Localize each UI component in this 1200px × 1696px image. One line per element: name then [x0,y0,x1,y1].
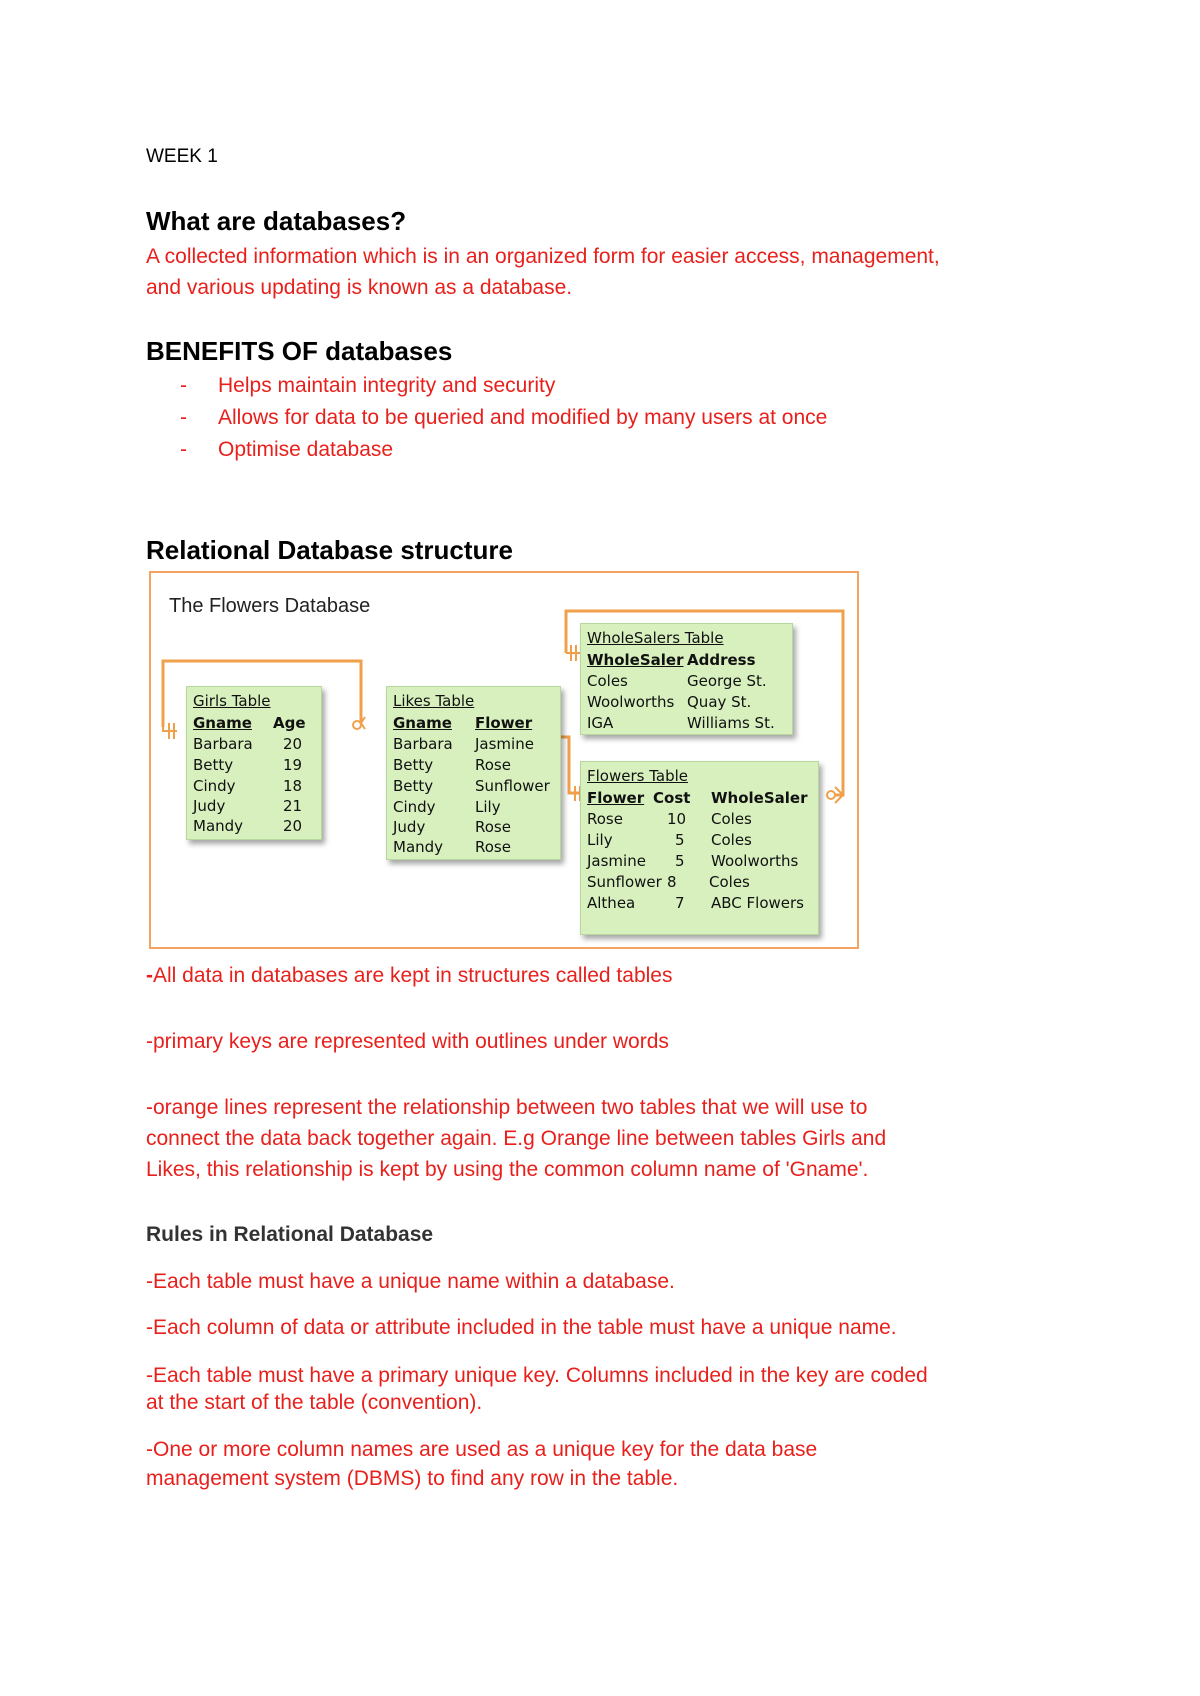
table-cell: Quay St. [687,693,752,711]
table-cell: Mandy [393,838,444,856]
table-cell: 19 [283,756,303,774]
table-cell: IGA [587,714,614,732]
rule-4: -One or more column names are used as a unique key for the data base management system (DBMS) to find any row in the table. [146,1438,818,1490]
rule-1: -Each table must have a unique name within a database. [146,1270,675,1293]
column-header: WholeSaler [711,789,808,807]
table-title: Flowers Table [587,767,689,785]
table-cell: Lily [475,798,501,816]
table-cell: Rose [587,810,623,828]
table-cell: 20 [283,735,303,753]
wholesalers-table [580,623,793,735]
list-item: - Allows for data to be queried and modified by many users at once [180,406,828,429]
week-label: WEEK 1 [146,146,218,167]
table-cell: 18 [283,777,303,795]
likes-flowers-line [559,737,581,793]
girls-table [186,686,322,840]
table-cell: Williams St. [687,714,775,732]
column-header: Address [687,651,756,669]
benefits-list [180,370,827,466]
table-cell: Coles [711,831,752,849]
list-item: - Helps maintain integrity and security [180,374,556,397]
table-cell: Rose [475,756,511,774]
table-cell: Barbara [193,735,253,753]
diagram-title: The Flowers Database [169,595,371,617]
flowers-table [580,761,819,935]
table-cell: Cindy [393,798,436,816]
table-cell: 7 [675,894,685,912]
table-cell: Coles [711,810,752,828]
definition-paragraph [146,241,940,303]
table-cell: Rose [475,838,511,856]
note-primary-keys: -primary keys are represented with outlines under words [146,1030,669,1053]
table-cell: Althea [587,894,636,912]
column-header: Gname [393,714,452,732]
rule-2: -Each column of data or attribute included in the table must have a unique name. [146,1316,897,1339]
table-cell: Betty [393,756,434,774]
table-cell: Woolworths [587,693,675,711]
table-cell: Barbara [393,735,453,753]
definition-line-1: A collected information which is in an organized form for easier access, management, [146,245,940,268]
heading-benefits: BENEFITS OF databases [146,336,453,366]
table-cell: 20 [283,817,303,835]
table-cell: 21 [283,797,303,815]
list-item: - Optimise database [180,438,394,461]
column-header: Flower [587,789,645,807]
table-cell: Mandy [193,817,244,835]
table-cell: Judy [393,818,426,836]
heading-rules: Rules in Relational Database [146,1223,434,1246]
table-cell: ABC Flowers [711,894,804,912]
table-cell: Coles [709,873,750,891]
column-header: Age [273,714,306,732]
note-orange-lines: -orange lines represent the relationship between two tables that we will use to connect the data back together again. E.g Orange line between tables Girls and Likes, this relationship is kept by using the common column name of 'Gname'. [146,1096,887,1181]
table-title: WholeSalers Table [587,629,724,647]
table-cell: Lily [587,831,613,849]
table-cell: 8 [667,873,677,891]
table-cell: 10 [667,810,687,828]
column-header: Cost [653,789,691,807]
table-cell: 5 [675,831,685,849]
table-cell: Betty [393,777,434,795]
table-cell: 5 [675,852,685,870]
table-cell: George St. [687,672,767,690]
table-title: Girls Table [193,692,271,710]
table-cell: Jasmine [475,735,534,753]
table-cell: Betty [193,756,234,774]
heading-relational-structure: Relational Database structure [146,535,514,565]
note-tables: -All data in databases are kept in structures called tables [146,964,673,987]
column-header: Gname [193,714,252,732]
table-cell: Cindy [193,777,236,795]
column-header: Flower [475,714,533,732]
table-cell: Jasmine [587,852,646,870]
table-cell: Sunflower [587,873,662,891]
table-cell: Coles [587,672,628,690]
definition-line-2: and various updating is known as a database. [146,276,573,299]
table-cell: Judy [193,797,226,815]
flowers-database-diagram [149,571,859,949]
table-cell: Sunflower [475,777,550,795]
table-cell: Rose [475,818,511,836]
column-header: WholeSaler [587,651,684,669]
rule-3: -Each table must have a primary unique key. Columns included in the key are coded at the start of the table (convention). [146,1364,928,1414]
heading-what-are-databases: What are databases? [146,206,407,236]
likes-table [386,686,561,860]
table-title: Likes Table [393,692,475,710]
table-cell: Woolworths [711,852,799,870]
